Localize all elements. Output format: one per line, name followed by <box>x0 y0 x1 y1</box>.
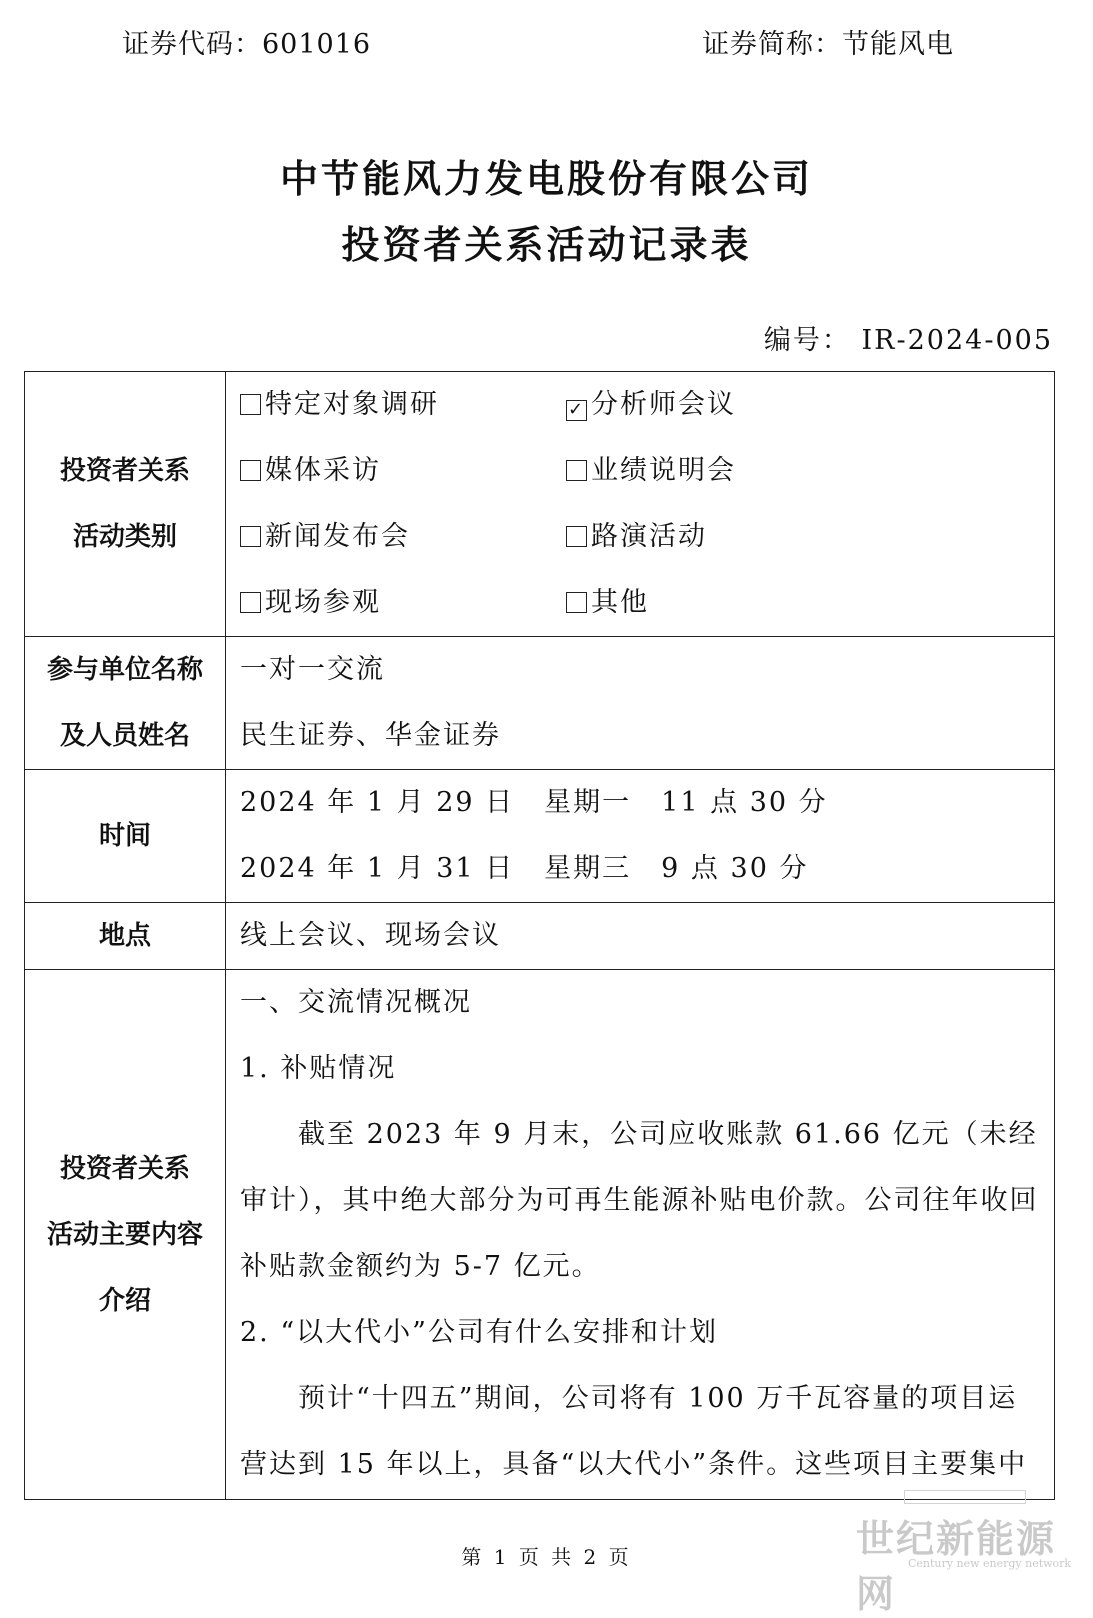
option-specific-research[interactable]: 特定对象调研 <box>240 372 566 438</box>
checkbox-icon[interactable] <box>566 460 587 481</box>
time-value <box>226 770 1055 903</box>
paragraph: 截至 2023 年 9 月末，公司应收账款 61.66 亿元（未经审计），其中绝大部分为可再生能源补贴电价款。公司往年收回补贴款金额约为 5-7 亿元。 <box>240 1119 1039 1282</box>
watermark-logo <box>856 1508 1093 1618</box>
time-entry: 2024 年 1 月 31 日 星期三 9 点 30 分 <box>240 853 809 884</box>
row-category <box>25 372 1055 637</box>
stock-short-name: 证券简称：节能风电 <box>702 29 954 60</box>
time-entry: 2024 年 1 月 29 日 星期一 11 点 30 分 <box>240 787 828 818</box>
stock-code: 证券代码：601016 <box>122 29 372 60</box>
option-other[interactable]: 其他 <box>566 570 1040 636</box>
time-label: 时间 <box>25 770 226 903</box>
content-label: 投资者关系 活动主要内容 介绍 <box>25 970 226 1500</box>
option-press-conference[interactable]: 新闻发布会 <box>240 504 566 570</box>
form-title: 投资者关系活动记录表 <box>341 223 752 267</box>
location-value: 线上会议、现场会议 <box>226 903 1055 970</box>
checkbox-icon[interactable] <box>240 526 261 547</box>
option-roadshow[interactable]: 路演活动 <box>566 504 1040 570</box>
category-options <box>226 372 1055 637</box>
page-footer: 第 1 页 共 2 页 <box>461 1545 632 1569</box>
participants-label: 参与单位名称 及人员姓名 <box>25 637 226 770</box>
checkbox-icon[interactable] <box>240 394 261 415</box>
participants-value <box>226 637 1055 770</box>
checked-checkbox-icon[interactable]: ✓ <box>567 399 586 420</box>
company-title: 中节能风力发电股份有限公司 <box>279 157 813 201</box>
participants-line: 民生证券、华金证券 <box>240 720 501 751</box>
row-location <box>25 903 1055 970</box>
option-site-visit[interactable]: 现场参观 <box>240 570 566 636</box>
participants-line: 一对一交流 <box>240 654 385 685</box>
checkbox-icon[interactable] <box>240 592 261 613</box>
watermark-subtext: Century new energy network <box>908 1557 1072 1570</box>
checkbox-icon[interactable] <box>240 460 261 481</box>
watermark-box <box>904 1490 1026 1504</box>
document-number: 编号： IR-2024-005 <box>763 325 1053 356</box>
row-participants <box>25 637 1055 770</box>
row-time <box>25 770 1055 903</box>
item-title: 2. “以大代小”公司有什么安排和计划 <box>240 1317 718 1348</box>
watermark-text: 世纪新能源网 <box>856 1517 1057 1616</box>
item-title: 1. 补贴情况 <box>240 1053 397 1084</box>
paragraph: 预计“十四五”期间，公司将有 100 万千瓦容量的项目运营达到 15 年以上，具备“以大代小”条件。这些项目主要集中 <box>240 1383 1028 1480</box>
content-value <box>226 970 1055 1500</box>
option-results-briefing[interactable]: 业绩说明会 <box>566 438 1040 504</box>
location-label: 地点 <box>25 903 226 970</box>
record-table <box>24 371 1055 1500</box>
row-content <box>25 970 1055 1500</box>
option-analyst-meeting[interactable]: ✓ 分析师会议 <box>567 389 736 420</box>
checkbox-icon[interactable] <box>566 592 587 613</box>
option-media-interview[interactable]: 媒体采访 <box>240 438 566 504</box>
section-title: 一、交流情况概况 <box>240 987 472 1018</box>
checkbox-icon[interactable] <box>566 526 587 547</box>
category-label: 投资者关系 活动类别 <box>25 372 226 637</box>
